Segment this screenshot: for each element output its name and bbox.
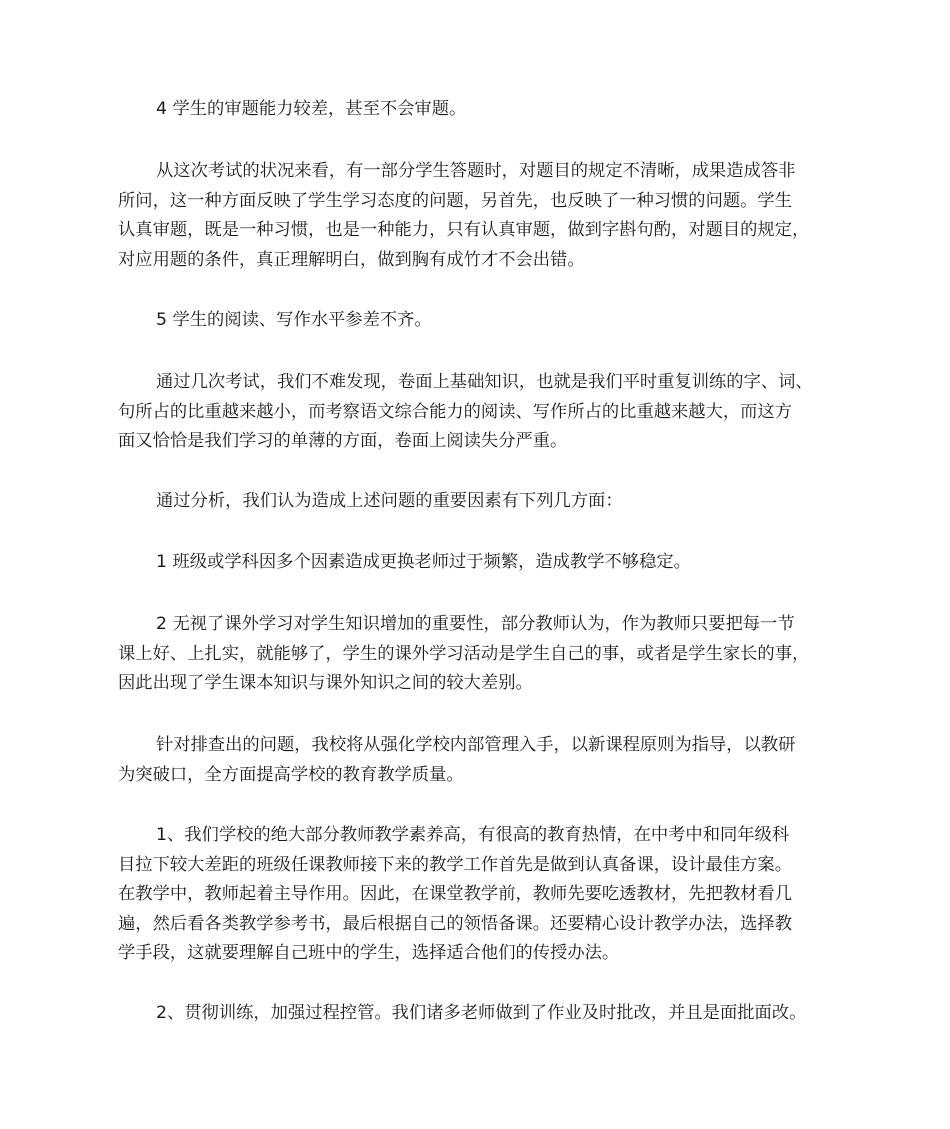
text-line: 因此出现了学生课本知识与课外知识之间的较大差别。 xyxy=(118,673,533,693)
text-line: 在教学中，教师起着主导作用。因此，在课堂教学前，教师先要吃透教材，先把教材看几 xyxy=(118,884,792,904)
paragraph-2 xyxy=(118,157,852,275)
paragraph-8 xyxy=(118,731,852,790)
text-line: 遍，然后看各类教学参考书，最后根据自己的领悟备课。还要精心设计教学办法，选择教 xyxy=(118,913,792,934)
text-line: 从这次考试的状况来看，有一部分学生答题时，对题目的规定不清晰，成果造成答非 xyxy=(156,161,796,181)
text-line: 1 班级或学科因多个因素造成更换老师过于频繁，造成教学不够稳定。 xyxy=(156,552,691,572)
paragraph-10 xyxy=(118,999,852,1029)
text-line: 所问，这一种方面反映了学生学习态度的问题，另首先，也反映了一种习惯的问题。学生 xyxy=(118,190,792,211)
text-line: 通过几次考试，我们不难发现，卷面上基础知识，也就是我们平时重复训练的字、词、 xyxy=(156,372,813,392)
paragraph-7 xyxy=(118,610,852,699)
paragraph-1 xyxy=(118,95,852,125)
text-line: 针对排查出的问题，我校将从强化学校内部管理入手，以新课程原则为指导，以教研 xyxy=(156,735,796,755)
text-line: 4 学生的审题能力较差，甚至不会审题。 xyxy=(156,99,467,119)
text-line: 通过分析，我们认为造成上述问题的重要因素有下列几方面： xyxy=(156,491,623,511)
text-line: 认真审题，既是一种习惯，也是一种能力，只有认真审题，做到字斟句酌，对题目的规定， xyxy=(118,220,810,240)
text-line: 2 无视了课外学习对学生知识增加的重要性，部分教师认为，作为教师只要把每一节 xyxy=(156,614,795,634)
text-line: 目拉下较大差距的班级任课教师接下来的教学工作首先是做到认真备课，设计最佳方案。 xyxy=(118,854,792,875)
paragraph-3 xyxy=(118,306,852,336)
paragraph-9 xyxy=(118,821,852,969)
text-line: 对应用题的条件，真正理解明白，做到胸有成竹才不会出错。 xyxy=(118,249,585,270)
text-line: 为突破口，全方面提高学校的教育教学质量。 xyxy=(118,764,464,785)
text-line: 5 学生的阅读、写作水平参差不齐。 xyxy=(156,310,432,330)
text-line: 面又恰恰是我们学习的单薄的方面，卷面上阅读失分严重。 xyxy=(118,431,568,451)
paragraph-4 xyxy=(118,368,852,457)
paragraph-6 xyxy=(118,548,852,578)
text-line: 句所占的比重越来越小，而考察语文综合能力的阅读、写作所占的比重越来越大，而这方 xyxy=(118,401,792,422)
paragraph-5 xyxy=(118,487,852,517)
text-line: 学手段，这就要理解自己班中的学生，选择适合他们的传授办法。 xyxy=(118,943,620,963)
text-line: 1、我们学校的绝大部分教师教学素养高，有很高的教育热情，在中考中和同年级科 xyxy=(156,825,790,845)
text-line: 2、贯彻训练，加强过程控管。我们诸多老师做到了作业及时批改，并且是面批面改。 xyxy=(156,1003,807,1023)
text-line: 课上好、上扎实，就能够了，学生的课外学习活动是学生自己的事，或者是学生家长的事， xyxy=(118,643,810,664)
